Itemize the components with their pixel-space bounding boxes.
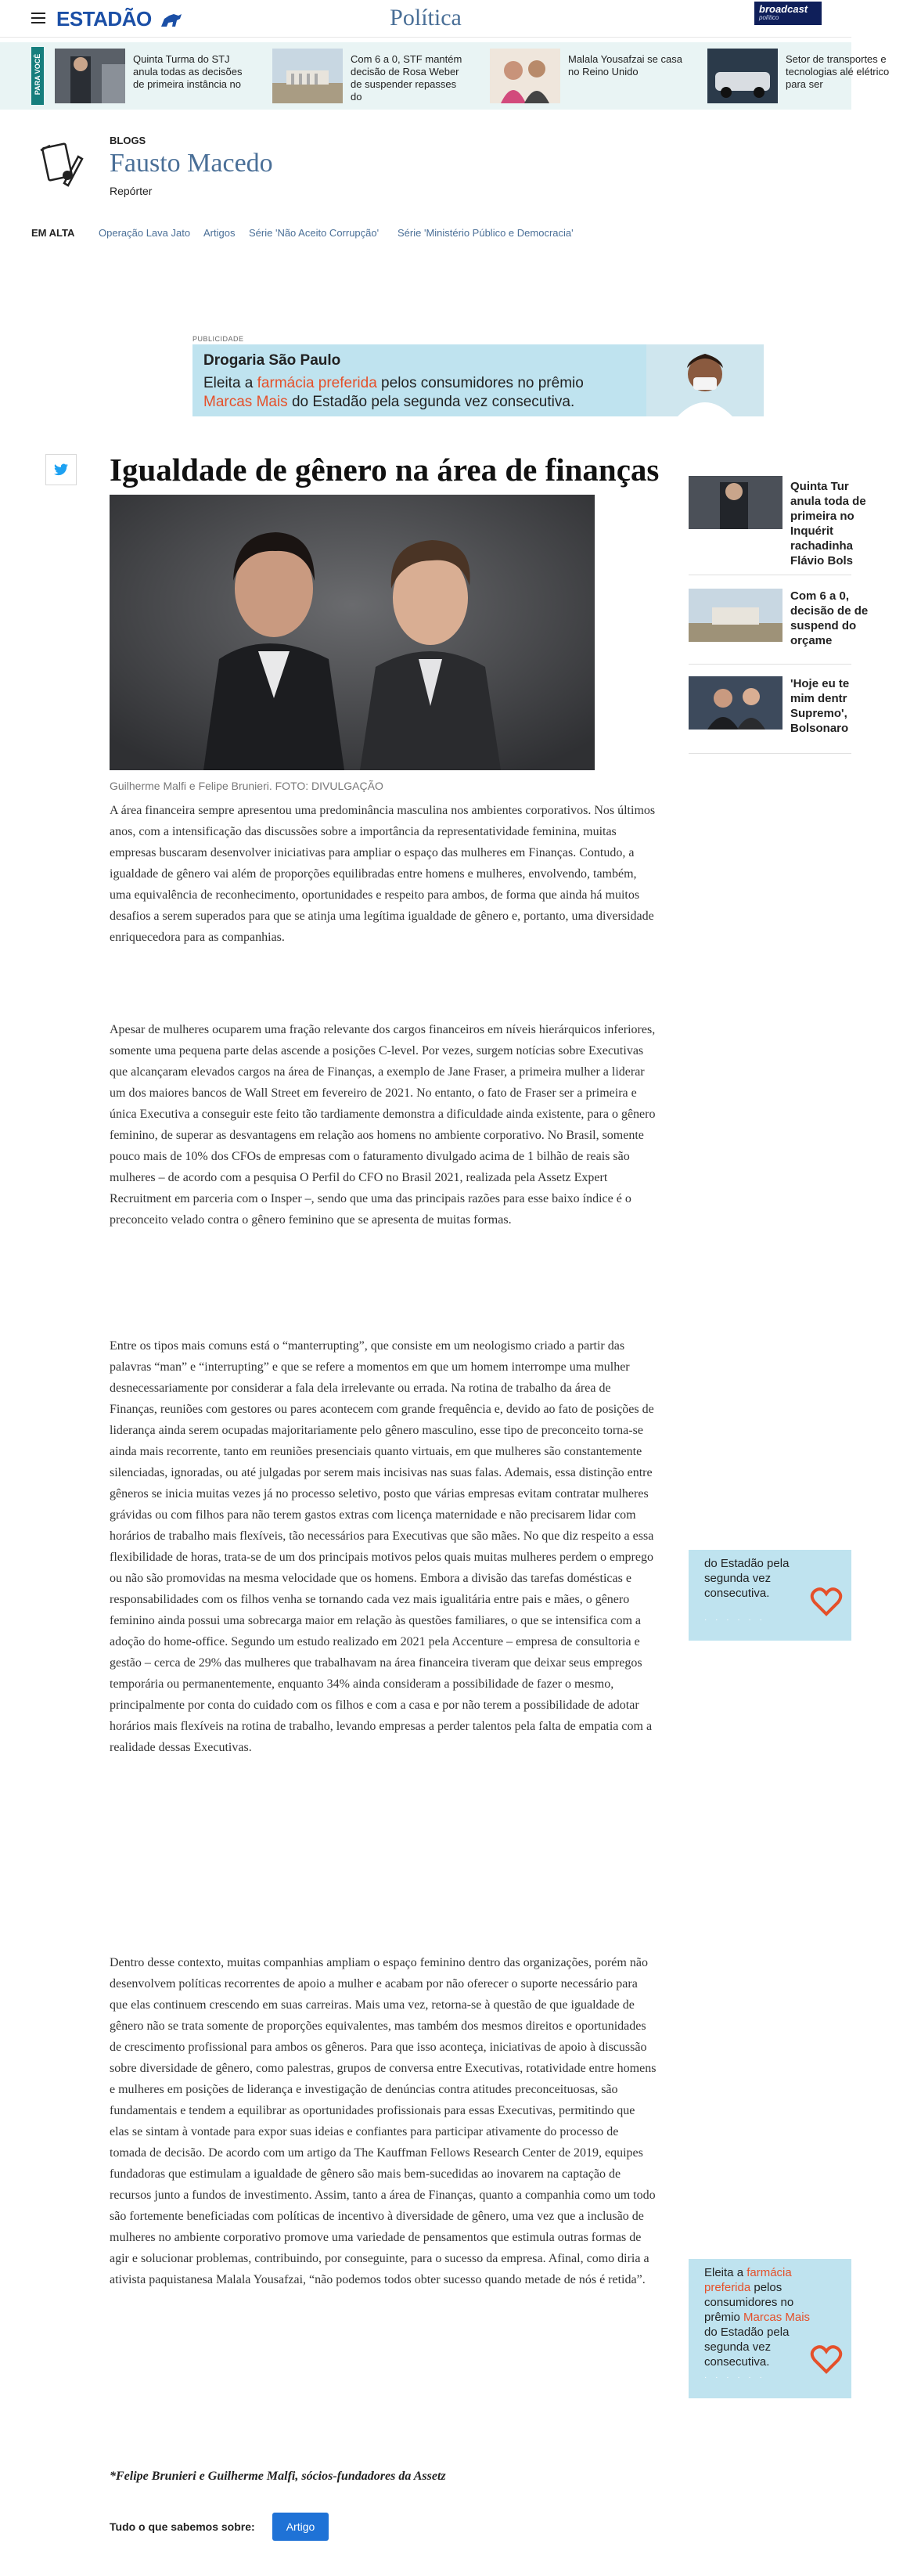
em-alta-label: EM ALTA <box>31 227 75 239</box>
ad-text: Eleita a farmácia preferida pelos consumidores no prêmio Marcas Mais do Estadão pela segunda vez consecutiva. <box>203 375 584 410</box>
strip-item-text: Com 6 a 0, STF mantém decisão de Rosa Weber de suspender repasses do <box>351 53 462 103</box>
sidebar-news-text: Com 6 a 0, decisão de de suspend do orçame <box>790 589 869 647</box>
strip-item[interactable] <box>707 49 890 103</box>
tags-label: Tudo o que sabemos sobre: <box>110 2520 255 2533</box>
twitter-share-button[interactable] <box>45 454 77 485</box>
sidebar-ad-text: Eleita a farmácia preferida pelos consumidores no prêmio Marcas Mais do Estadão pela segunda vez consecutiva. <box>704 2266 811 2369</box>
strip-thumbnail <box>55 49 125 103</box>
logo-text: ESTADÃO <box>56 7 152 31</box>
strip-thumbnail <box>272 49 343 103</box>
blog-role: Repórter <box>110 185 153 197</box>
nav-link-nao-aceito-corrupcao[interactable]: Série 'Não Aceito Corrupção' <box>249 227 380 239</box>
strip-item-text: Quinta Turma do STJ anula todas as decisões de primeira instância no <box>133 53 243 90</box>
top-header <box>0 0 851 38</box>
ad-title: Drogaria São Paulo <box>203 352 341 369</box>
sidebar-thumbnail <box>689 676 782 730</box>
article-author-note: *Felipe Brunieri e Guilherme Malfi, sócios-fundadores da Assetz <box>110 2470 446 2483</box>
blog-kicker: BLOGS <box>110 135 146 146</box>
sidebar-ad[interactable] <box>689 1550 851 1641</box>
article-paragraph: Dentro desse contexto, muitas companhias ampliam o espaço feminino dentro das organizações, porém não desenvolvem políticas recorrentes de apoio a mulher e acabam por não oferecer o suporte necessário para que elas continuem crescendo em suas carreiras. Mais uma vez, retorna-se à questão de que igualdade de gênero não se trata somente de proporções equivalentes, mas também dos mesmos direitos e oportunidades de crescimento profissional para ambos os gêneros. Para que isso aconteça, iniciativas de apoio à discussão sobre diversidade de gênero, como palestras, grupos de conversa entre Executivas, rotatividade entre homens e mulheres em posições de liderança e investigação de denúncias contra atitudes preconceituosas, são fundamentais e tendem a equilibrar as oportunidades profissionais para essas Executivas, permitindo que elas se sintam à vontade para expor suas ideias e confiantes para participar ativamente do processo de tomada de decisão. De acordo com um artigo da The Kauffman Fellows Research Center de 2019, equipes fundadoras que estimulam a igualdade de gênero são mais bem-sucedidas ao inovarem na captação de recursos junto a fundos de investimento. Assim, tanto a área de Finanças, quanto a companhia como um todo são fortemente beneficiadas com políticas de incentivo à diversidade de gênero, uma vez que a inclusão de mulheres no ambiente corporativo promove uma variedade de pensamentos que estimula outras formas de agir e solucionar problemas, contribuindo, por conseguinte, para o sucesso da empresa. Afinal, como diria a ativista paquistanesa Malala Yousafzai, “não podemos todos obter sucesso quando metade de nós é retida”. <box>110 1956 657 2286</box>
strip-item-text: Malala Yousafzai se casa no Reino Unido <box>568 53 682 77</box>
sidebar-ad-dots: · · · · · · <box>704 1616 765 1624</box>
ad-banner[interactable] <box>192 344 764 416</box>
strip-item[interactable] <box>55 49 258 103</box>
strip-thumbnail <box>707 49 778 103</box>
article-paragraph: Apesar de mulheres ocuparem uma fração relevante dos cargos financeiros em níveis hierárquicos inferiores, somente uma pequena parte delas ascende a posições C-level. Por vezes, surgem notícias sobre Executivas que alcançaram elevados cargos na área de Finanças, a exemplo de Jane Fraser, a primeira mulher a liderar um dos maiores bancos de Wall Street em fevereiro de 2021. No entanto, o fato de Fraser ser a primeira e única Executiva a conseguir este feito tão tardiamente demonstra a dificuldade ainda existente, para o gênero feminino, de superar as desvantagens em relação aos homens no ambiente corporativo. No Brasil, somente pouco mais de 10% dos CFOs de empresas com o faturamento divulgado acima de 1 bilhão de reais são mulheres – de acordo com a pesquisa O Perfil do CFO no Brasil 2021, realizada pela Assetz Expert Recruitment em parceria com o Insper –, sendo que uma das principais razões para esse baixo índice é o preconceito velado contra o gênero feminino que se apresenta de muitas formas. <box>110 1023 656 1227</box>
article-hero-image <box>110 495 595 770</box>
para-voce-label: PARA VOCÊ <box>31 47 44 105</box>
tag-artigo-button[interactable]: Artigo <box>272 2513 329 2541</box>
section-title[interactable]: Política <box>390 5 462 31</box>
sidebar-thumbnail <box>689 589 782 642</box>
broadcast-title: broadcast <box>759 3 808 15</box>
ad-photo <box>646 344 764 416</box>
sidebar-divider <box>689 664 851 665</box>
strip-item[interactable] <box>272 49 476 103</box>
sidebar-ad-dots: · · · · · · <box>704 2373 765 2382</box>
sidebar-news-item[interactable] <box>689 476 866 567</box>
sidebar-news-text: 'Hoje eu te mim dentr Supremo', Bolsonaro <box>790 677 850 735</box>
broadcast-subtitle: político <box>759 14 779 21</box>
nav-link-artigos[interactable]: Artigos <box>203 227 236 239</box>
sidebar-ad[interactable] <box>689 2259 851 2398</box>
sidebar-thumbnail <box>689 476 782 529</box>
sidebar-news-item[interactable] <box>689 676 851 747</box>
article-paragraph: Entre os tipos mais comuns está o “manterrupting”, que consiste em um neologismo criado a partir das palavras “man” e “interrupting” e que se refere a momentos em que um homem interrompe uma mulher desnecessariamente por considerar a fala dela irrelevante ou errada. Na rotina de trabalho da área de Finanças, reuniões com gestores ou pares acontecem com grande frequência e, devido ao fato de posições de liderança ainda serem ocupadas majoritariamente pelo gênero masculino, esse tipo de preconceito torna-se ainda mais recorrente, tanto em reuniões presenciais quanto virtuais, em que mulheres são constantemente silenciadas, ignoradas, ou até julgadas por serem mais incisivas nas suas falas. Ademais, essa distinção entre gêneros se inicia muitas vezes já no processo seletivo, posto que várias empresas evitam contratar mulheres grávidas ou com filhos para não terem gastos extras com licença maternidade e não precisarem lidar com horários de trabalho mais flexíveis, tão necessários para Executivas que são mães. No que diz respeito a essa flexibilidade de horas, trata-se de um dos principais motivos pelos quais muitas mulheres perdem o emprego ou não são promovidas na mesma velocidade que os homens. Embora a divisão das tarefas domésticas e responsabilidades com os filhos venha se tornando cada vez mais igualitária entre pais e mães, o gênero feminino ainda possui uma sobrecarga maior em relação às questões familiares, o que se intensifica com a adoção do home-office. Segundo um estudo realizado em 2021 pela Accenture – empresa de consultoria e gestão – cerca de 29% das mulheres que trabalhavam na área financeira tiveram que deixar seus empregos temporária ou permanentemente, enquanto 34% ainda consideram a possibilidade de fazer o mesmo, principalmente por conta do cuidado com os filhos e com a casa e por não terem a possibilidade de adotar horários mais flexíveis na rotina de trabalho, levando empresas a perder talentos pela falta de empatia com a realidade dessas Executivas. <box>110 1339 654 1754</box>
sidebar-ad-text: do Estadão pela segunda vez consecutiva. <box>704 1557 790 1600</box>
article-paragraph: A área financeira sempre apresentou uma predominância masculina nos ambientes corporativos. Nos últimos anos, com a intensificação das discussões sobre a importância da representatividade feminina, muitas empresas buscaram desenvolver iniciativas para ampliar o espaço das mulheres em Finanças. Contudo, a igualdade de gênero vai além de proporções equilibradas entre homens e mulheres, envolvendo, também, uma equivalência de reconhecimento, oportunidades e respeito para ambos, de forma que ainda há muitos desafios a serem superados para que se atinja uma legítima igualdade de gênero e, portanto, uma diversidade enriquecedora para as companhias. <box>110 804 656 944</box>
twitter-icon <box>54 463 68 476</box>
para-voce-strip <box>0 42 890 110</box>
article-headline: Igualdade de gênero na área de finanças <box>110 452 660 488</box>
strip-thumbnail <box>490 49 560 103</box>
strip-item[interactable] <box>490 49 693 103</box>
broadcast-logo[interactable] <box>754 2 822 25</box>
strip-item-text: Setor de transportes e tecnologias alé elétrico para ser <box>786 53 890 90</box>
image-caption: Guilherme Malfi e Felipe Brunieri. FOTO: DIVULGAÇÃO <box>110 780 383 792</box>
sidebar-news-item[interactable] <box>689 589 869 659</box>
heart-icon <box>811 1587 842 1617</box>
ad-label: PUBLICIDADE <box>192 335 244 343</box>
sidebar-divider <box>689 753 851 754</box>
heart-icon <box>811 2345 842 2375</box>
nav-link-lava-jato[interactable]: Operação Lava Jato <box>99 227 191 239</box>
blog-name[interactable]: Fausto Macedo <box>110 149 273 178</box>
blog-pen-icon <box>34 138 85 188</box>
nav-link-ministerio-publico[interactable]: Série 'Ministério Público e Democracia' <box>398 227 574 239</box>
sidebar-news-text: Quinta Tur anula toda de primeira no Inquérit rachadinha Flávio Bols <box>790 480 866 567</box>
